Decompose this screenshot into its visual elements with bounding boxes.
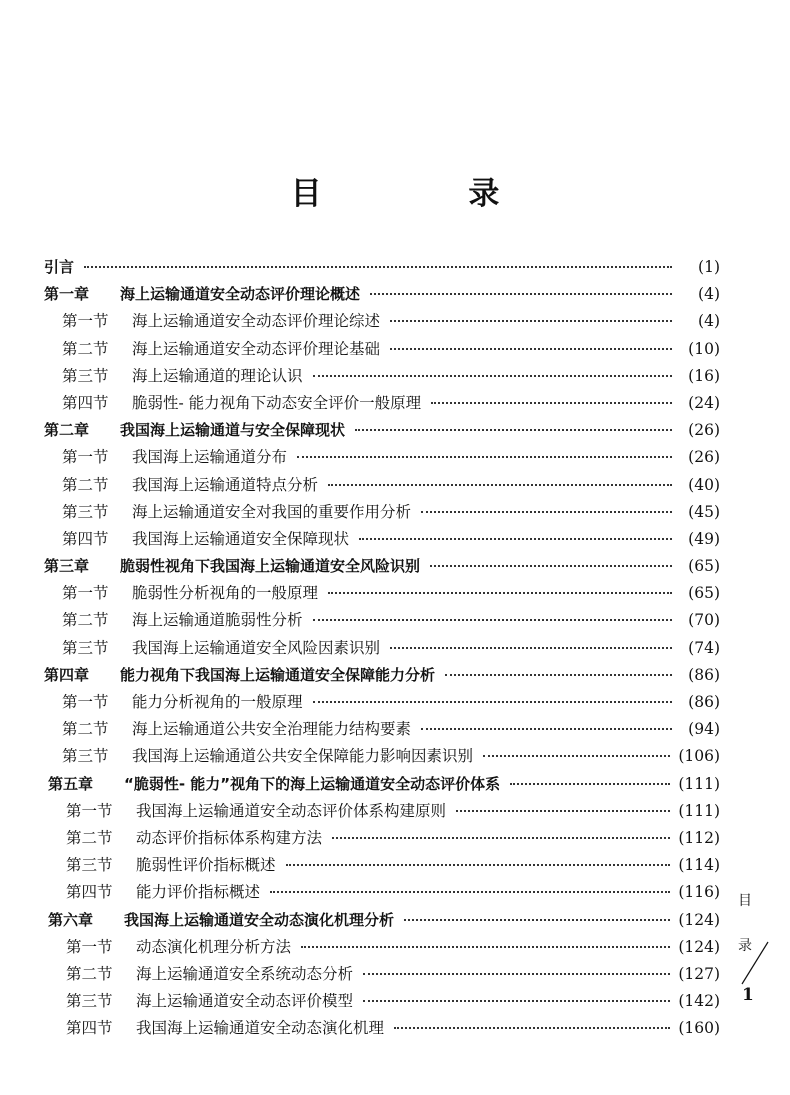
toc-section-row	[44, 961, 720, 988]
toc-entry-label	[62, 472, 318, 499]
toc-entry-page: (142)	[678, 992, 720, 1011]
toc-entry-label	[62, 689, 303, 716]
dot-leader	[313, 618, 672, 621]
toc-section-row	[44, 308, 720, 335]
toc-entry-text: 能力分析视角的一般原理	[132, 693, 303, 711]
toc-entry-label	[66, 1015, 384, 1042]
toc-chapter-row	[44, 771, 720, 798]
toc-entry-page: (49)	[688, 529, 720, 548]
toc-entry-text: 动态演化机理分析方法	[136, 937, 292, 956]
dot-leader	[363, 999, 670, 1002]
toc-entry-number: 第三节	[62, 638, 109, 657]
dot-leader	[510, 782, 670, 785]
toc-entry-text: 我国海上运输通道特点分析	[132, 475, 319, 494]
toc-entry-page: (1)	[698, 258, 720, 276]
dot-leader	[390, 646, 672, 649]
dot-leader	[404, 918, 670, 921]
toc-entry-page: (86)	[688, 665, 720, 684]
toc-entry-page: (4)	[698, 312, 720, 331]
toc-entry-number: 第一节	[62, 312, 109, 331]
toc-entry-number: 第二节	[62, 611, 109, 630]
toc-entry-page: (65)	[688, 557, 720, 576]
toc-entry-text: 我国海上运输通道安全动态评价体系构建原则	[136, 801, 447, 820]
toc-entry-label	[62, 336, 380, 363]
toc-entry-label	[66, 852, 276, 879]
toc-entry-number: 第四节	[62, 529, 109, 548]
toc-title: 目 录	[290, 176, 568, 212]
dot-leader	[328, 591, 672, 594]
toc-section-row	[44, 580, 720, 607]
toc-entry-label	[62, 526, 349, 553]
toc-section-row	[44, 852, 720, 879]
toc-section-row	[44, 607, 720, 634]
toc-entry-number: 第四节	[66, 1019, 113, 1038]
toc-section-row	[44, 743, 720, 770]
toc-entry-text: 动态评价指标体系构建方法	[136, 828, 323, 847]
toc-entry-label	[66, 934, 291, 961]
toc-entry-label	[62, 743, 473, 770]
toc-entry-label	[62, 607, 303, 634]
toc-entry-text: 脆弱性分析视角的一般原理	[132, 584, 319, 603]
toc-entry-label	[62, 444, 287, 471]
dot-leader	[390, 347, 672, 350]
toc-entry-label	[62, 580, 318, 607]
toc-entry-number: 第一节	[62, 448, 109, 467]
toc-entry-number: 第三节	[66, 992, 113, 1011]
dot-leader	[430, 564, 672, 567]
dot-leader	[301, 945, 670, 948]
toc-entry-page: (45)	[688, 502, 720, 521]
toc-entry-page: (160)	[678, 1019, 720, 1038]
dot-leader	[421, 510, 672, 513]
toc-entry-page: (94)	[688, 720, 720, 739]
toc-entry-page: (40)	[688, 475, 720, 494]
toc-entry-label	[44, 553, 420, 580]
divider-slash-icon	[740, 940, 770, 986]
toc-entry-text: 脆弱性- 能力视角下动态安全评价一般原理	[132, 393, 422, 412]
dot-leader	[394, 1026, 670, 1029]
toc-section-row	[44, 689, 720, 716]
dot-leader	[286, 863, 671, 866]
toc-section-row	[44, 716, 720, 743]
dot-leader	[313, 700, 672, 703]
toc-entry-page: (106)	[678, 747, 720, 766]
toc-entry-label	[66, 988, 353, 1015]
toc-entry-text: 我国海上运输通道安全动态演化机理分析	[124, 910, 395, 929]
toc-entry-number: 第二节	[66, 964, 113, 983]
dot-leader	[370, 292, 672, 295]
toc-entry-number: 第五章	[48, 774, 94, 793]
toc-entry-page: (112)	[678, 828, 720, 847]
toc-entry-text: 我国海上运输通道与安全保障现状	[120, 421, 346, 440]
toc-entry-text: 海上运输通道安全动态评价理论基础	[132, 339, 381, 358]
toc-section-row	[44, 336, 720, 363]
toc-section-row	[44, 526, 720, 553]
toc-section-row	[44, 879, 720, 906]
toc-chapter-row	[44, 553, 720, 580]
toc-entry-label	[66, 879, 260, 906]
table-of-contents	[44, 254, 720, 1042]
toc-entry-label	[44, 417, 345, 444]
toc-entry-page: (16)	[688, 366, 720, 385]
toc-entry-number: 第一节	[66, 937, 113, 956]
toc-entry-text: 能力视角下我国海上运输通道安全保障能力分析	[120, 665, 436, 684]
toc-section-row	[44, 825, 720, 852]
toc-section-row	[44, 390, 720, 417]
toc-entry-label	[66, 961, 353, 988]
toc-entry-text: 我国海上运输通道安全风险因素识别	[132, 638, 381, 657]
toc-chapter-row	[44, 662, 720, 689]
toc-entry-label	[48, 771, 500, 798]
toc-entry-page: (26)	[688, 448, 720, 467]
toc-entry-number: 第一节	[66, 801, 113, 820]
toc-entry-page: (70)	[688, 611, 720, 630]
toc-section-row	[44, 499, 720, 526]
toc-entry-number: 第三节	[62, 747, 109, 766]
toc-entry-number: 第六章	[48, 910, 94, 929]
toc-entry-text: 我国海上运输通道安全保障现状	[132, 529, 350, 548]
toc-section-row	[44, 635, 720, 662]
dot-leader	[431, 401, 672, 404]
toc-section-row	[44, 363, 720, 390]
toc-entry-number: 第一章	[44, 285, 90, 304]
toc-entry-text: 脆弱性评价指标概述	[136, 856, 276, 875]
dot-leader	[332, 836, 670, 839]
dot-leader	[421, 727, 672, 730]
toc-entry-page: (111)	[678, 801, 720, 820]
toc-entry-text: 海上运输通道安全动态评价模型	[136, 992, 354, 1011]
toc-entry-page: (65)	[688, 584, 720, 603]
toc-entry-label	[62, 499, 411, 526]
toc-entry-text: 海上运输通道安全系统动态分析	[136, 964, 354, 983]
toc-entry-label	[48, 907, 394, 934]
dot-leader	[313, 374, 672, 377]
dot-leader	[363, 972, 670, 975]
toc-entry-text: 海上运输通道安全动态评价理论概述	[120, 285, 361, 304]
toc-entry-page: (74)	[688, 638, 720, 657]
toc-entry-page: (116)	[678, 883, 720, 902]
dot-leader	[355, 428, 672, 431]
toc-entry-label	[62, 363, 303, 390]
toc-entry-text: 能力评价指标概述	[136, 883, 261, 902]
toc-entry-text: 海上运输通道安全动态评价理论综述	[132, 312, 381, 331]
dot-leader	[359, 537, 672, 540]
side-running-head-char2: 录	[738, 938, 752, 954]
toc-chapter-row	[44, 907, 720, 934]
toc-entry-label	[44, 281, 360, 308]
toc-entry-page: (86)	[688, 693, 720, 711]
toc-entry-number: 第二节	[62, 339, 109, 358]
side-running-head-char1: 目	[738, 893, 752, 909]
toc-entry-page: (124)	[678, 937, 720, 956]
toc-entry-number: 第二节	[62, 720, 109, 739]
toc-entry-text: 海上运输通道公共安全治理能力结构要素	[132, 720, 412, 739]
dot-leader	[445, 673, 672, 676]
toc-entry-text: 海上运输通道的理论认识	[132, 366, 303, 385]
toc-entry-text: 我国海上运输通道安全动态演化机理	[136, 1019, 385, 1038]
toc-entry-page: (10)	[688, 339, 720, 358]
toc-entry-page: (24)	[688, 393, 720, 412]
toc-entry-label	[62, 390, 421, 417]
toc-entry-number: 第三章	[44, 557, 90, 576]
toc-entry-number: 第二节	[62, 475, 109, 494]
page-number: 1	[742, 985, 754, 1005]
toc-chapter-row	[44, 281, 720, 308]
toc-entry-number: 第一节	[62, 584, 109, 603]
toc-chapter-row	[44, 254, 720, 281]
toc-entry-number: 第二章	[44, 421, 90, 440]
toc-entry-page: (26)	[688, 421, 720, 440]
toc-entry-label	[62, 635, 380, 662]
dot-leader	[483, 754, 670, 757]
toc-section-row	[44, 444, 720, 471]
toc-entry-text: 脆弱性视角下我国海上运输通道安全风险识别	[120, 557, 421, 576]
toc-entry-number: 第四节	[66, 883, 113, 902]
toc-entry-number: 第一节	[62, 693, 109, 711]
toc-entry-label	[66, 825, 322, 852]
toc-entry-page: (4)	[698, 285, 720, 304]
toc-entry-page: (114)	[678, 856, 720, 875]
dot-leader	[390, 319, 672, 322]
toc-entry-text: 海上运输通道脆弱性分析	[132, 611, 303, 630]
toc-entry-text: 我国海上运输通道分布	[132, 448, 288, 467]
toc-section-row	[44, 472, 720, 499]
dot-leader	[84, 265, 672, 268]
toc-entry-text: 我国海上运输通道公共安全保障能力影响因素识别	[132, 747, 474, 766]
toc-section-row	[44, 934, 720, 961]
toc-entry-number: 第三节	[66, 856, 113, 875]
toc-entry-page: (127)	[678, 964, 720, 983]
dot-leader	[328, 483, 672, 486]
toc-entry-text: “脆弱性- 能力”视角下的海上运输通道安全动态评价体系	[124, 774, 501, 793]
toc-entry-number: 第四节	[62, 393, 109, 412]
toc-section-row	[44, 798, 720, 825]
toc-entry-label	[62, 716, 411, 743]
toc-chapter-row	[44, 417, 720, 444]
toc-section-row	[44, 988, 720, 1015]
toc-entry-page: (124)	[678, 910, 720, 929]
toc-entry-number: 第三节	[62, 366, 109, 385]
toc-entry-text: 引言	[44, 258, 75, 276]
toc-entry-number: 第四章	[44, 665, 90, 684]
toc-entry-number: 第三节	[62, 502, 109, 521]
toc-entry-label	[66, 798, 446, 825]
dot-leader	[270, 890, 670, 893]
toc-entry-label	[44, 662, 435, 689]
toc-entry-text: 海上运输通道安全对我国的重要作用分析	[132, 502, 412, 521]
toc-entry-label	[44, 254, 74, 281]
dot-leader	[456, 809, 670, 812]
dot-leader	[297, 455, 672, 458]
toc-entry-label	[62, 308, 380, 335]
toc-section-row	[44, 1015, 720, 1042]
toc-entry-number: 第二节	[66, 828, 113, 847]
toc-entry-page: (111)	[678, 774, 720, 793]
